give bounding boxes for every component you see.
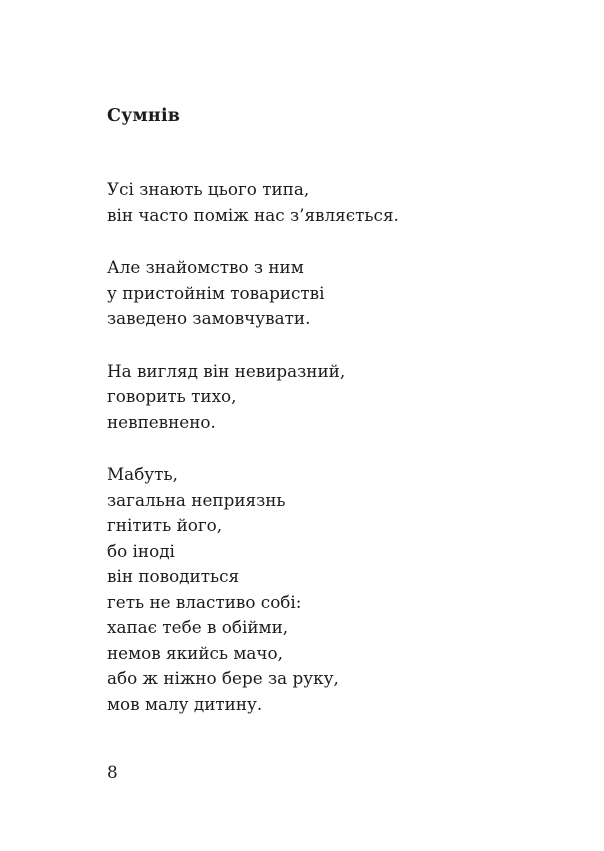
poem-line: Мабуть, bbox=[107, 464, 178, 484]
poem-line: немов якийсь мачо, bbox=[107, 642, 283, 663]
poem-line: невпевнено. bbox=[107, 411, 216, 432]
page-number: 8 bbox=[107, 762, 118, 782]
poem-line: хапає тебе в обійми, bbox=[107, 617, 289, 637]
poem-line: Усі знають цього типа, bbox=[107, 179, 310, 199]
stanza-2 bbox=[107, 255, 399, 332]
poem-line: геть не властиво собі: bbox=[107, 591, 302, 612]
poem-line: заведено замовчувати. bbox=[107, 308, 311, 328]
stanza-4 bbox=[107, 462, 399, 717]
poem-line: Але знайомство з ним bbox=[107, 257, 304, 277]
poem-line: або ж ніжно бере за руку, bbox=[107, 668, 339, 688]
poem-line: він поводиться bbox=[107, 566, 240, 586]
poem-line: гнітить його, bbox=[107, 515, 223, 535]
poem-body bbox=[107, 177, 399, 744]
poem-line: мов малу дитину. bbox=[107, 693, 263, 714]
poem-line: він часто поміж нас з’являється. bbox=[107, 204, 399, 225]
poem-line: говорить тихо, bbox=[107, 386, 237, 406]
poem-line: у пристойнім товаристві bbox=[107, 282, 325, 303]
poem-line: загальна неприязнь bbox=[107, 489, 286, 510]
poem-line: На вигляд він невиразний, bbox=[107, 360, 346, 381]
poem-title: Сумнів bbox=[107, 106, 181, 126]
stanza-3 bbox=[107, 359, 399, 436]
stanza-1 bbox=[107, 177, 399, 228]
poem-line: бо іноді bbox=[107, 540, 175, 561]
